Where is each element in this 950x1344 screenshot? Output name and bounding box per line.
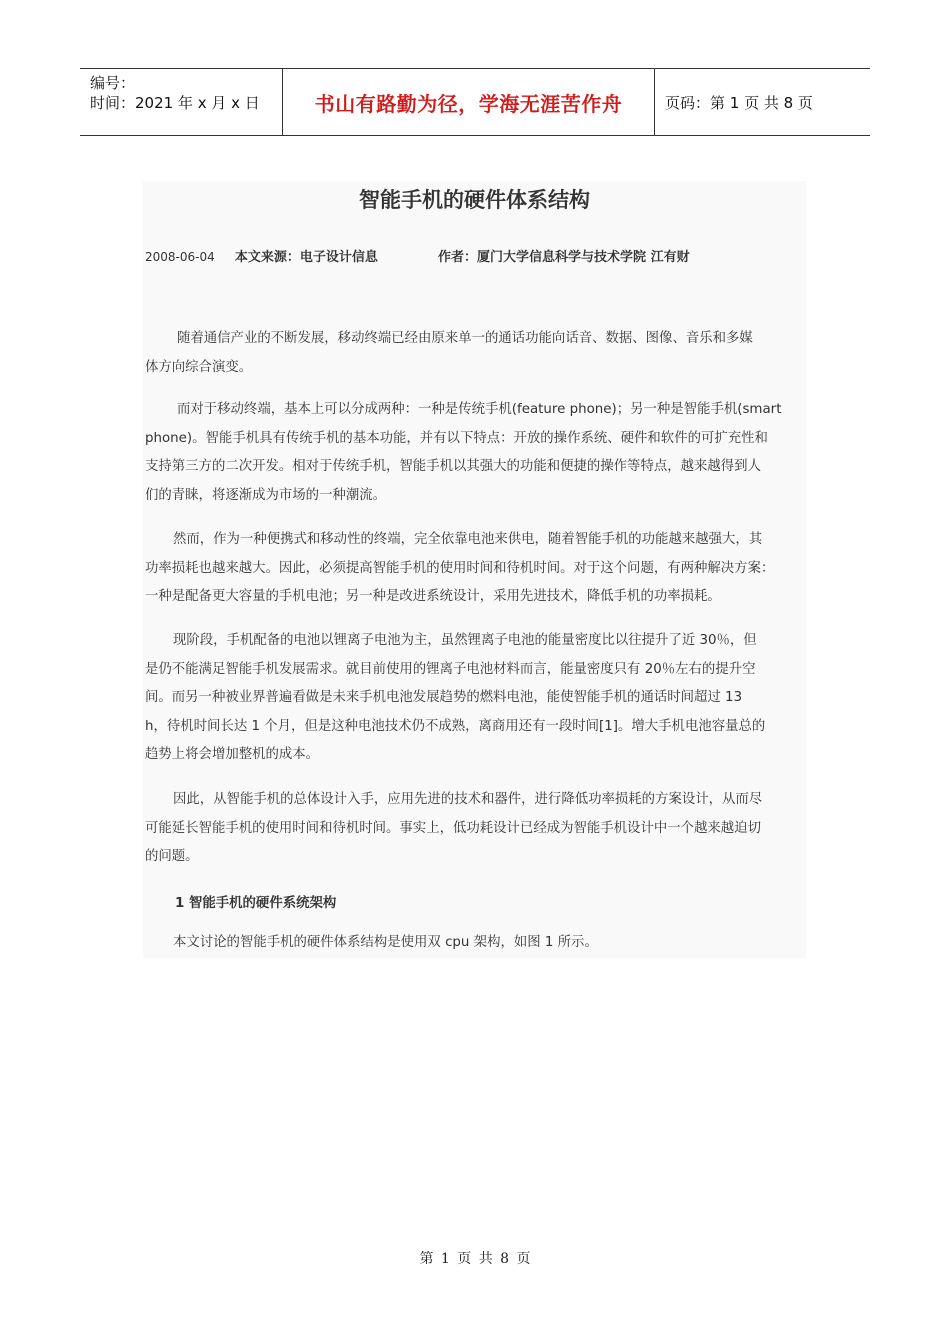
- motto: 书山有路勤为径，学海无涯苦作舟: [314, 91, 623, 116]
- number-label: 编号：: [90, 74, 136, 92]
- paragraph-line: 体方向综合演变。: [145, 359, 253, 375]
- paragraph-line: 随着通信产业的不断发展，移动终端已经由原来单一的通话功能向话音、数据、图像、音乐和多媒: [177, 331, 753, 346]
- article-content: [143, 181, 806, 958]
- paragraph-line: 功率损耗也越来越大。因此，必须提高智能手机的使用时间和待机时间。对于这个问题，有两种解决方案：: [145, 560, 775, 576]
- header-center-cell: [282, 69, 655, 135]
- paragraph-line: 们的青睐，将逐渐成为市场的一种潮流。: [145, 487, 387, 503]
- header-table: [80, 68, 870, 136]
- paragraph-line: 然而，作为一种便携式和移动性的终端，完全依靠电池来供电，随着智能手机的功能越来越强大，其: [173, 532, 763, 547]
- article-date: 2008-06-04: [145, 250, 215, 264]
- paragraph-line: 现阶段，手机配备的电池以锂离子电池为主，虽然锂离子电池的能量密度比以往提升了近 30％，但: [173, 633, 757, 648]
- page-label: 页码：第 1 页 共 8 页: [665, 93, 813, 112]
- paragraph-2: [145, 396, 805, 510]
- paragraph-line: 间。而另一种被业界普遍看做是未来手机电池发展趋势的燃料电池，能使智能手机的通话时间超过 13: [145, 690, 743, 705]
- header-right-cell: [655, 69, 870, 135]
- paragraph-3: [145, 526, 805, 612]
- paragraph-line: 支持第三方的二次开发。相对于传统手机，智能手机以其强大的功能和便捷的操作等特点，越来越得到人: [145, 459, 761, 474]
- paragraph-line: 因此，从智能手机的总体设计入手，应用先进的技术和器件，进行降低功率损耗的方案设计，从而尽: [173, 792, 763, 807]
- article-title: 智能手机的硬件体系结构: [359, 188, 590, 212]
- article-meta: [145, 246, 690, 265]
- paragraph-1: [145, 325, 805, 382]
- paragraph-line: 可能延长智能手机的使用时间和待机时间。事实上，低功耗设计已经成为智能手机设计中一个越来越迫切: [145, 820, 761, 836]
- paragraph-line: 趋势上将会增加整机的成本。: [145, 747, 320, 762]
- paragraph-line: 而对于移动终端，基本上可以分成两种：一种是传统手机(feature phone)；另一种是智能手机(smart: [177, 402, 782, 417]
- paragraph-5: [145, 786, 805, 872]
- article-author: 作者：厦门大学信息科学与技术学院 江有财: [438, 250, 690, 265]
- paragraph-line: 的问题。: [145, 849, 199, 864]
- paragraph-4: [145, 627, 805, 770]
- page-footer: 第 1 页 共 8 页: [419, 1251, 531, 1267]
- article-source: 本文来源：电子设计信息: [234, 250, 378, 265]
- paragraph-line: 一种是配备更大容量的手机电池；另一种是改进系统设计，采用先进技术，降低手机的功率损耗。: [145, 589, 721, 604]
- paragraph-line: 本文讨论的智能手机的硬件体系结构是使用双 cpu 架构，如图 1 所示。: [173, 935, 598, 950]
- time-label: 时间：2021 年 x 月 x 日: [90, 94, 260, 112]
- paragraph-6: [145, 929, 805, 958]
- paragraph-line: h，待机时间长达 1 个月，但是这种电池技术仍不成熟，离商用还有一段时间[1]。增大手机电池容量总的: [145, 718, 766, 734]
- paragraph-line: 是仍不能满足智能手机发展需求。就目前使用的锂离子电池材料而言，能量密度只有 20％左右的提升空: [145, 661, 756, 677]
- paragraph-line: phone)。智能手机具有传统手机的基本功能，并有以下特点：开放的操作系统、硬件和软件的可扩充性和: [145, 430, 768, 446]
- section-heading: 1 智能手机的硬件系统架构: [175, 896, 337, 911]
- header-left-cell: [80, 69, 282, 135]
